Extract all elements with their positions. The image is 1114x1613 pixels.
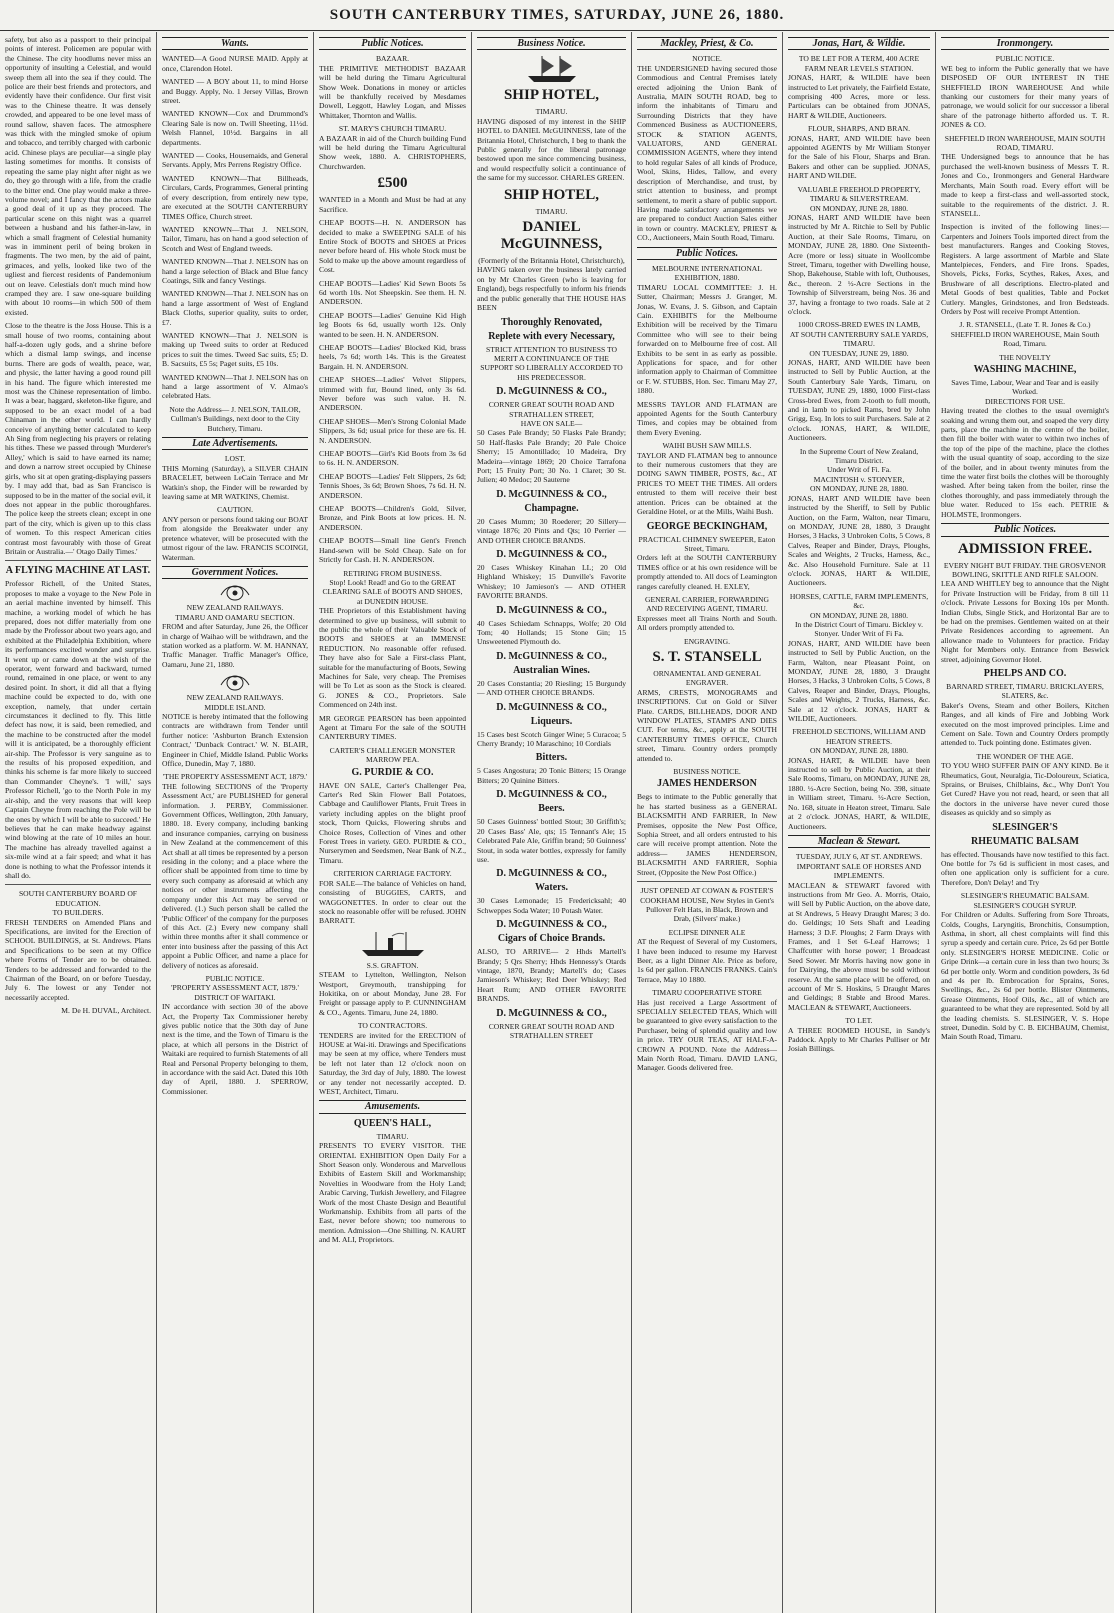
taylor-text: MESSRS TAYLOR AND FLATMAN are appointed Agents for the South Canterbury Times, and copies may be obtained from them Every Evening. (637, 399, 777, 437)
spirits-list: 50 Cases Pale Brandy; 50 Flasks Pale Brandy; 50 Half-flasks Pale Brandy; 20 Pale Choice Sherry; 15 Amontillado; 10 Madeira, Dry Madeira—vintage 1869; 20 Choice Tarrafona Port; 15 Fruity Port; 30 No. 1 Claret; 30 St. Julien; 40 Medoc; 20 Sauterne (477, 428, 626, 485)
wonder-title: THE WONDER OF THE AGE. (976, 751, 1074, 761)
case-date: ON MONDAY, JUNE 28, 1880. (809, 484, 909, 494)
waihi-title: WAIHI BUSH SAW MILLS. (662, 441, 752, 451)
coop-title: TIMARU COOPERATIVE STORE (652, 988, 762, 998)
sections-title: FREEHOLD SECTIONS, WILLIAM AND HEATON STREETS. (792, 727, 926, 746)
section-header-mackley: Mackley, Priest, & Co. (637, 37, 777, 50)
novelty-title: THE NOVELTY (999, 352, 1051, 362)
henderson-title: JAMES HENDERSON (657, 778, 757, 790)
contractors-title: TO CONTRACTORS. (357, 1021, 428, 1031)
caution-text: ANY person or persons found taking our BOAT from alongside the Breakwater under any pretence whatever, will be prosecuted with the utmost rigour of the law. FRANCIS SCOINGI, Waterman. (162, 514, 308, 562)
horses-court: In the District Court of Timaru. Bickley v. Stonyer. Under Writ of Fi Fa. (795, 619, 923, 639)
horses-text: JONAS, HART, AND WILDIE have been instructed to Sell by Public Auction, on the Farm, Walton, near Pleasant Point, on MONDAY, JUNE 28, 1880, 3 Draught Horses, 3 Hacks, 3 Unbroken Colts, 5 Cows, 8 Calves, Reaper and Binder, Drays, Ploughs, Scales and Weights, 2 Trucks, Harness, &c. Sale at 12 o'clock. JONAS, HART & WILDIE, Auctioneers. (788, 638, 930, 724)
sheffield-title: SHEFFIELD IRON WAREHOUSE, MAIN SOUTH ROAD, TIMARU. (944, 133, 1106, 153)
ewes-place: AT SOUTH CANTERBURY SALE YARDS, TIMARU. (789, 329, 929, 349)
iron-text: WE beg to inform the Public generally that we have DISPOSED OF OUR INTEREST IN THE SHEFFIELD IRON WAREHOUSE And while thanking our customers for their many years of patronage, we would solicit for our successor a liberal share of the patronage hitherto afforded us. T. R. JONES & CO. (941, 63, 1109, 130)
tax-text: THE following SECTIONS of the 'Property Assessment Act,' are PUBLISHED for general information. J. PERBY, Commissioner. Government Offices, Wellington, 20th January, 1880. 18. Every company, including banking and insurance companies, carrying on business in New Zealand at the commencement of this Act shall at all times be represented by a person residing in the colony; and a place where the officer shall be appointed from time to time by every such company as aforesaid at which any notices or other instruments affecting the company under this Act may be served or delivered. (1.) Such person shall be called the 'Public Officer' of the company for the purposes of this Act. (2.) Every new company shall within three months after it shall commence or enter into business after the passing of this Act appoint a Public Officer, and name a place for delivery of notices as aforesaid. (162, 781, 308, 970)
ship-hotel-town: TIMARU. (535, 206, 568, 216)
horses-title: HORSES, CATTLE, FARM IMPLEMENTS, &c. (789, 591, 929, 611)
ewes-date: ON TUESDAY, JUNE 29, 1880. (809, 348, 909, 358)
section-header-government: Government Notices. (162, 566, 308, 579)
proprietor-text: HAVING taken over the business lately carried on by Mr Charles Green (who is leaving for England), begs respectfully to inform his friends and the public generally that THE HOUSE HAS BEEN (477, 265, 626, 313)
column-6 (783, 32, 936, 1613)
divider (5, 884, 151, 885)
want-ad: WANTED KNOWN—That J. NELSON is making up Tweed suits to order at Reduced prices to suit the times. Tweed Sac suits, £5; D. B. Sacsuits, £5 5s; Paget suits, £5 10s. (162, 330, 308, 369)
carter-title: CARTER'S CHALLENGER MONSTER MARROW PEA. (329, 745, 456, 765)
ship-text: STEAM to Lyttelton, Wellington, Nelson Westport, Greymouth, transhipping for Hokitika, on or about Monday, June 28. For Freight or passage apply to P. CUNNINGHAM & CO., Agents. Timaru, June 24, 1880. (319, 970, 466, 1017)
cigars-title: Cigars of Choice Brands. (497, 933, 606, 945)
attention-text: STRICT ATTENTION TO BUSINESS TO MERIT A CONTINUANCE OF THE SUPPORT SO LIBERALLY ACCORDED TO HIS PREDECESSOR. (480, 344, 623, 382)
sweep-text: Orders left at the SOUTH CANTERBURY TIMES office or at his own residence will be promptly attended to. All docs of Leamington ranges carefully cleaned. H. EXLEY, (637, 553, 777, 591)
flour-text: JONAS, HART, AND WILDIE have been appointed AGENTS by Mr William Stonyer for the Sale of his Flour, Sharps and Bran. Bakers and other can be supplied. JONAS, HART AND WILDIE. (788, 133, 930, 181)
steamship-icon (358, 930, 428, 958)
masthead: SOUTH CANTERBURY TIMES, SATURDAY, JUNE 26, 1880. (0, 0, 1114, 31)
boots-ad: CHEAP BOOTS—H. N. ANDERSON has decided to make a SWEEPING SALE of his Entire Stock of BOOTS and SHOES at Prices never before heard of. His whole Stock must be Sold to make up the above amount regardless of Cost. (319, 218, 466, 275)
bazaar-text: THE PRIMITIVE METHODIST BAZAAR will be held during the Timaru Agricultural Show Week. Donations in money or articles will be thankfully received by Mesdames Dowell, Leggott, Hawley Logan, and Misses Whittaker, Thornton and Wallis. (319, 63, 466, 120)
mcguinness-title: D. McGUINNESS & CO., (496, 604, 607, 616)
board-title: SOUTH CANTERBURY BOARD OF EDUCATION. (18, 889, 138, 908)
boots-ad: CHEAP SHOES—Ladies' Velvet Slippers, trimmed with fur, Bound lined, only 3s 6d. Never before was such value. H. N. ANDERSON. (319, 375, 466, 413)
bitters-list: 5 Cases Angostura; 20 Tonic Bitters; 15 Orange Bitters; 20 Quinine Bitters. (477, 766, 626, 785)
washing-title: WASHING MACHINE, (973, 364, 1077, 375)
notice-title: NOTICE. (692, 54, 722, 64)
horses-date: ON MONDAY, JUNE 28, 1880. (809, 610, 909, 620)
melbourne-text: TIMARU LOCAL COMMITTEE: J. H. Sutter, Chairman; Messrs J. Granger, M. Jonas, W. Evans, J. S. Gibson, and Captain Cain. EXHIBITS for the Melbourne Exhibition will be received by the Timaru Committee who will see to their being forwarded on to Melbourne free of cost. All Exhibits to be sent in as early as possible. Applications for space, and for other information apply to Chairman of Committee or F. W. STUBBS, Hon. Sec. Timaru May 27, 1880. (637, 282, 777, 396)
retiring-sub: Stop! Look! Read! and Go to the GREAT CLEARING SALE of BOOTS AND SHOES, at DUNEDIN HOUSE. (322, 577, 463, 606)
builders-title: TO BUILDERS. (52, 908, 104, 918)
slesinger-title: SLESINGER'S (992, 821, 1058, 833)
maclean-date: TUESDAY, JULY 6, AT ST. ANDREWS. (795, 852, 923, 862)
phelps-sub: BARNARD STREET, TIMARU. BRICKLAYERS, SLATERS, &c. (946, 681, 1104, 701)
section-header-amusements: Amusements. (319, 1100, 466, 1113)
column-4 (472, 32, 632, 1613)
retiring-title: RETIRING FROM BUSINESS. (343, 568, 442, 578)
freehold-date: ON MONDAY, JUNE 28, 1880. (809, 203, 909, 213)
stansell-sign: J. R. STANSELL, (Late T. R. Jones & Co.) SHEFFIELD IRON WAREHOUSE, Main South Road, Timaru. (950, 320, 1100, 349)
slesinger-text: has effected. Thousands have now testified to this fact. One bottle for 7s 6d is sufficient in most cases, and often one application only is sufficient for a cure. Therefore, Don't Delay! and Try (941, 849, 1109, 887)
wines-title: Australian Wines. (513, 664, 590, 676)
want-ad: WANTED — A BOY about 11, to mind Horse and Buggy. Apply, No. 1 Jersey Villas, Brown street. (162, 77, 308, 106)
boots-ad: CHEAP BOOTS—Ladies' Felt Slippers, 2s 6d; Tennis Shoes, 3s 6d; Brown Shoes, 7s 6d. H. N. ANDERSON. (319, 471, 466, 500)
divider (5, 560, 151, 561)
want-ad: WANTED KNOWN—That Billheads, Circulars, Cards, Programmes, General printing of every description, from entirely new type, are executed at the SOUTH CANTERBURY TIMES Office, Church street. (162, 173, 308, 221)
section-header-public: Public Notices. (941, 523, 1109, 536)
column-7 (936, 32, 1114, 1613)
mcguinness-title: D. McGUINNESS & CO., (496, 919, 607, 931)
replete-line: Replete with every Necessary, (488, 330, 615, 342)
article-chinese-quarter: safety, but also as a passport to their principal points of interest. Policemen are popular with the Chinese. The city hoodlums never miss an opportunity of insulting a Celestial, and would sweep them all into the sea if they could. The police are their best friends and protectors, and evidently have their confidence. Our first visit was to the Chinese theatre. It was densely crowded, and appeared to be one level mass of round sallow, shaven faces. The atmosphere was thick with the mingled smoke of opium and tobacco, and terribly charged with carbonic acid. Chinese plays are peculiar—a single play lasting sometimes for months. It consists of repeating the same play night after night as we do, they go through with a life, from the cradle to the bitter end. One play would make a three-volume novel; and I fancy that the actors make a good deal of it up as they proceed. The particular scene on this night was a quarrel between a husband and his father-in-law, in which a small fragment of Celestial humanity was in imminent peril of being broken in fragments. The two men, by the aid of paint, grimaces, and yells, looked like two of the ugliest and fiercest residents of Pandemonium out on leave. Celestials don't much mind how cramped they are. I saw one-square building with about 10 rooms—in which 500 of them existed. (5, 35, 151, 317)
sections-text: JONAS, HART, & WILDIE have been instructed to sell by Public Auction, at their Sale Rooms, Timaru, on MONDAY, JUNE 28, 1880. ½-Acre Section, being No. 398, situate in William street, Timaru. ½-Acre Section, No. 168, situate in Heaton street, Timaru. Sale at 2 o'clock. JONAS, HART, & WILDIE, Auctioneers. (788, 755, 930, 831)
notice-text: IN accordance with section 30 of the above Act, the Property Tax Commissioner hereby gives public notice that the 30th day of June next is the time, and the Town of Timaru is the place, at which all persons in the District of Waitaki are required to furnish Statements of all Real and Personal Property belonging to them, in accordance with the said Act. Dated this 10th day of April, 1880. J. SPERROW, Commissioner. (162, 1002, 308, 1096)
directions-text: Having treated the clothes to the usual overnight's soaking and wrung them out, and soaped the very dirty parts, place the machine in the centre of the boiler, then fill the boiler with water to within two inches of the top of the pipe of the machine, place the clothes with the usual quantity of soap, according to the size of the boiler, and in about twenty minutes from the time the water first boils the clothes will be thoroughly washed. After being taken from the boiler, rinse the clothes thoroughly, and pass immediately through the blue water. Reduced to 15s each. PETRIE & HOLMSTE, Ironmongers. (941, 406, 1109, 519)
headline-flying-machine: A FLYING MACHINE AT LAST. (5, 565, 151, 577)
ship-title: S.S. GRAFTON. (366, 960, 419, 970)
section-header-ironmongery: Ironmongery. (941, 37, 1109, 50)
ship-hotel-title: SHIP HOTEL, (503, 186, 600, 203)
column-1 (0, 32, 157, 1613)
waters-list: 30 Cases Lemonade; 15 Fredericksahl; 40 Schweppes Soda Water; 10 Potash Water. (477, 896, 626, 915)
waihi-text: TAYLOR AND FLATMAN beg to announce to their numerous customers that they are DOING SAWN TIMBER, POSTS, &c., AT PRICES TO MEET THE TIMES. All orders entrusted to them will receive their best attention. Prices can be obtained at the Geraldine Hotel, or at the Mills, Waihi Bush. (637, 450, 777, 517)
boots-ad: CHEAP BOOTS—Children's Gold, Silver, Bronze, and Pink Boots at low prices. H. N. ANDERSON. (319, 504, 466, 532)
column-5 (632, 32, 783, 1613)
ewes-text: JONAS, HART, AND WILDIE have been instructed to Sell by Public Auction, at the South Canterbury Sale Yards, Timaru, on TUESDAY, JUNE 29, 1880, 1000 First-class Cross-bred Ewes, from 2-tooth to full mouth, and in lamb to picked Rams, bred by John Grigg, Esq. In lots to suit Purchasers. Sale at 2 o'clock. JONAS, HART, & WILDIE, Auctioneers. (788, 358, 930, 443)
railways-text: NOTICE is hereby intimated that the following contracts are withdrawn from Tender until further notice: 'Ashburton Branch Extension Contract,' 'Dunback Contract.' W. N. BLAIR, Engineer in Chief, Middle Island. Public Works Office, Dunedin, May 7, 1880. (162, 711, 308, 768)
cough-text: For Children or Adults. Suffering from Sore Throats, Colds, Coughs, Laryngitis, Bronchitis, Consumption, Asthma, in short, all chest complaints will find this syrup a speedy and certain cure. Price, 2s 6d per Bottle only. SLESINGER'S HORSE MEDICINE. Colic or Gripe Drink—a certain cure in less than two hours; 3s 6d per bottle only. Worm and condition powders, 3s 6d and 4s per lb. Embrocation for Sprains, Sores, Swellings, &c., 2s 6d per bottle. Blister Ointments, Grease Ointments, Hoof Oils, &c., all of which are guaranteed to be what they are represented. Sold by all the leading chemists. S. SLESINGER, V. S. Hope street, Dunedin. Sold by C. B. EICHBAUM, Chemist, Main South Road, Timaru. (941, 910, 1109, 1042)
crest-icon (217, 583, 253, 601)
pound-text: WANTED in a Month and Must be had at any Sacrifice. (319, 195, 466, 214)
admission-text: LEA AND WHITLEY beg to announce that the Night for Private Instruction will be Friday, from 8 till 11 o'clock. Private Lessons for Boxing 10s per Month. Indian Clubs, Single Stick, and Horizontal Bar are to be had on the premises. Gentlemen waited on at their Private Residences according to agreement. An allowance made to Volunteers for practice. Friday Night for Members only. Entrance from Beswick street, adjoining Governor Hotel. (941, 579, 1109, 664)
mcguinness-title: D. McGUINNESS & CO., (496, 650, 607, 662)
bitters-title: Bitters. (535, 752, 568, 764)
wines-list: 20 Cases Constantia; 20 Riesling; 15 Burgundy — AND OTHER CHOICE BRANDS. (477, 678, 626, 698)
railways-title: NEW ZEALAND RAILWAYS. (186, 693, 284, 703)
waters-title: Waters. (534, 882, 569, 894)
mcguinness-title: D. McGUINNESS & CO., (496, 386, 607, 398)
notice-district: DISTRICT OF WAITAKI. (194, 992, 276, 1002)
phelps-text: Baker's Ovens, Steam and other Boilers, Kitchen Ranges, and all kinds of Fire and Jobbing Work executed on the most improved principles. Lime and Cement on Sale. Town and Country Orders promptly attended to. Tuck pointing done. Estimates given. (941, 700, 1109, 748)
want-ad: WANTED KNOWN—Cox and Drummond's Clearing Sale is now on. Twill Sheeting, 11½d. Welsh Flannel, 10½d. Bargains in all departments. (162, 109, 308, 147)
want-ad: WANTED KNOWN—That J. NELSON has on hand a large assortment of West of England Black Cloths, superior quality, suits to order, £7. (162, 289, 308, 327)
washing-sub: Saves Time, Labour, Wear and Tear and is easily Worked. (951, 378, 1099, 397)
criterion-text: FOR SALE—The balance of Vehicles on hand, consisting of BUGGIES, CARTS, and WAGGONETTES. In order to clear out the stock no reasonable offer will be refused. JOHN BARRATT. (319, 878, 466, 926)
freehold-text: JONAS, HART AND WILDIE have been instructed by Mr A. Ritchie to Sell by Public Auction, at their Sale Rooms, Timaru, on MONDAY, JUNE 28, 1880. One Sixteenth-Acre (more or less) situate in Woollcombe Street, Timaru, together with Dwelling house, Shop, Bakehouse, Stable with loft, Outhouses, &c., thereon. 2 ½-Acre Sections in the Township of Silverstream, being Nos. 36 and 37, having a frontage to two roads. Sale at 2 o'clock. (788, 212, 930, 316)
mcguinness-address: CORNER GREAT SOUTH ROAD AND STRATHALLEN STREET (488, 1021, 615, 1040)
article-joss-house: Close to the theatre is the Joss House. This is a small house of two rooms, containing about half-a-dozen ugly gods, and a shrine before which a dismal lamp swings, and incense burns. There are gods of wealth, peace, war, and physic, the latter having a good round pill in his hand. The figure which interested me most was the Chinese representation of limbo. It was a bear, haggard, skeleton-like figure, and supposed to be an exact model of a bad Chinaman in the other world. I can hardly conceive of anything better calculated to keep Ah Sing from neglecting his prayers or relating his tithes. These we passed through 'Murderer's Alley,' which is said to have earned its name; and down a narrow street occupied by Chinese girls, who sit at open grating-displaying passers by. I may add that, bad as San Francisco is supposed to be in the matter of the social evil, it does not appear in the public thoroughfares. The police keep the streets clean; except in one part of the city, which is given up to this class of women. To this respect American cities contrast most favourably with those of Great Britain or Australia.—' Otago Daily Times.' (5, 321, 151, 556)
boots-ad: CHEAP BOOTS—Ladies' Kid Sewn Boots 5s 6d worth 10s. Not Sheepskin. See them. H. N. ANDERSON. (319, 278, 466, 307)
engraving-title: ENGRAVING. (683, 636, 731, 646)
boots-ad: CHEAP BOOTS—Ladies' Genuine Kid High leg Boots 6s 6d, usually worth 12s. Only wanted to be seen. H. N. ANDERSON. (319, 310, 466, 339)
carrier-text: Expresses meet all Trains North and South. All orders promptly attended to. (637, 613, 777, 633)
wonder-text: TO YOU WHO SUFFER PAIN OF ANY KIND. Be it Rheumatics, Gout, Neuralgia, Tic-Doloureux, Sciatica, Sprains, or Bruises, Chilblains, &c., Why Don't You Get Cured? Have you not read, heard, or seen that all the doctors in the universe have never cured those diseases as quickly and so simply as (941, 761, 1109, 818)
want-ad: WANTED KNOWN—That J. NELSON has on hand a large selection of Black and Blue fancy Coatings, Silk and fancy Vestings. (162, 257, 308, 285)
mackley-text: THE UNDERSIGNED having secured those Commodious and Central Premises lately erected adjoining the Union Bank of Australia, MAIN SOUTH ROAD, beg to inform the inhabitants of Timaru and Surrounding Districts that they have Commenced Business as AUCTIONEERS, STOCK & STATION AGENTS, VALUATORS, AND GENERAL COMMISSION AGENTS, where they intend to hold regular Sales of all kinds of Produce, Wool, Skins, Hides, Tallow, and every description of Merchandise, and trust, by strict attention to business, and prompt settlement, to merit a share of public support. Having made satisfactory arrangements we are prepared to conduct Auction Sales either in town or country. MACKLEY, PRIEST & CO., Auctioneers, Main South Road, Timaru. (637, 63, 777, 243)
lost-text: THIS Morning (Saturday), a SILVER CHAIN BRACELET, between LeCain Terrace and Mr Watkin's shop, the Finder will be rewarded by leaving same at MR WATKINS, Chemist. (162, 463, 308, 502)
criterion-title: CRITERION CARRIAGE FACTORY. (333, 869, 452, 879)
inspection-text: Inspection is invited of the following lines:—Carpenters and Joiners Tools imported direct from the best manufacturers. Ranges and Cooking Stoves, Registers. A large assortment of Marble and Slate Mantelpieces, Fenders, and Fire Irons. Spades, Shovels, Picks, Forks, Scythes, Rakes, Axes, and Brushware of all descriptions. Electro-plated and Metal Goods of best qualities, Table and Pocket Cutlery. Mangles, Grindstones, and Iron Bedsteads. Orders by Post will receive Prompt Attention. (941, 222, 1109, 316)
case-title: MACINTOSH v. STONYER, (813, 474, 905, 484)
want-ad: WANTED KNOWN—That J. NELSON, Tailor, Timaru, has on hand a good selection of Scotch and West of England tweeds. (162, 224, 308, 253)
section-header-maclean: Maclean & Stewart. (788, 835, 930, 848)
directions-title: DIRECTIONS FOR USE. (985, 396, 1065, 406)
court-title: In the Supreme Court of New Zealand, Timaru District. (799, 446, 919, 466)
ship-hotel-town: TIMARU. (535, 107, 568, 117)
champagne-title: Champagne. (524, 502, 579, 514)
cowan-text: JUST OPENED AT COWAN & FOSTER'S COOKHAM HOUSE, New Styles in Gent's Pullover Felt Hats, in Black, Brown and Drab, (Silvers' make.) (640, 886, 774, 924)
stansell-title: S. T. STANSELL (652, 648, 762, 665)
sailing-ship-icon (522, 54, 582, 84)
business-notice-title: BUSINESS NOTICE. (673, 767, 741, 777)
beckingham-title: GEORGE BECKINGHAM, (646, 520, 768, 532)
eclipse-title: ECLIPSE DINNER ALE (668, 927, 746, 937)
ewes-title: 1000 CROSS-BRED EWES IN LAMB, (797, 320, 921, 330)
want-ad: WANTED KNOWN—That J. NELSON has on hand a large assortment of V. Almao's celebrated Hats. (162, 372, 308, 401)
caution-title: CAUTION. (216, 505, 254, 515)
carrier-title: GENERAL CARRIER, FORWARDING AND RECEIVING AGENT, TIMARU. (645, 594, 769, 614)
mcguinness-title: D. McGUINNESS & CO., (496, 701, 607, 713)
purdie-text: HAVE ON SALE, Carter's Challenger Pea, Carter's Red Skin Flower Ball Potatoes, Cabbage and Cauliflower Plants, Fruit Trees in variety including apples on the blight proof stock, Thorn Quicks, Flowering shrubs and Choice Roses, Collection of Vines and other Forest Trees in variety. GEO. PURDIE & CO., Nurserymen and Seedsmen, Near Bank of N.Z., Timaru. (319, 780, 466, 865)
section-header-public: Public Notices. (319, 37, 466, 50)
coop-text: Has just received a Large Assortment of SPECIALLY SELECTED TEAS, Which will be guaranteed to give every satisfaction to the Purchaser, being of splendid quality and low in price. TRY OUR TEAS, AT HALF-A-CROWN A POUND. Note the Address— Main North Road, Timaru. DAVID LANG, Manager. Goods delivered free. (637, 997, 777, 1073)
mcguinness-address: CORNER GREAT SOUTH ROAD AND STRATHALLEN STREET, (488, 400, 615, 419)
boots-ad: CHEAP BOOTS—Ladies' Blocked Kid, brass heels, 7s 6d; worth 14s. This is the Greatest Bargain. H. N. ANDERSON. (319, 342, 466, 371)
bazaar-title: BAZAAR. (375, 54, 410, 64)
columns (0, 32, 1114, 1613)
architect-sign: M. De H. DUVAL, Architect. (61, 1006, 151, 1016)
beers-title: Beers. (538, 803, 565, 815)
retiring-text: THE Proprietors of this Establishment having determined to give up business, will submit to the public the whole of their Valuable Stock of BOOTS and SHOES at an IMMENSE REDUCTION. No reasonable offer refused. They have also for Sale a First-class Plant, suitable for the manufacturing of Boots, Sewing Machines for Sale, very cheap. The Premises will be To Let as soon as the Stock is cleared. G. JONES & CO., Proprietors. Sale Commenced on 24th inst. (319, 606, 466, 710)
section-header-late: Late Advertisements. (162, 437, 308, 450)
henderson-text: Begs to intimate to the Public generally that he has started business as a GENERAL BLACKSMITH AND FARRIER, In New Premises, opposite the New Post Office, Sophia Street, and all orders entrusted to his care will receive prompt attention. Note the address— JAMES HENDERSON, BLACKSMITH AND FARRIER, Sophia Street, (Opposite the New Post Office.) (637, 792, 777, 877)
freehold-title: VALUABLE FREEHOLD PROPERTY, TIMARU & SILVERSTREAM. (797, 184, 921, 204)
let-title: TO BE LET FOR A TERM, 400 ACRE FARM NEAR LEVELS STATION. (798, 54, 920, 73)
tolet-title: TO LET. (845, 1016, 873, 1026)
whisky-list: 20 Cases Whiskey Kinahan LL; 20 Old Highland Whiskey; 15 Dunville's Favorite Whiskey; 10 Jamieson's — AND OTHER FAVORITE BRANDS. (477, 563, 626, 601)
liqueurs-list: 15 Cases best Scotch Ginger Wine; 5 Curacoa; 5 Cherry Brandy; 10 Maraschino; 10 Cordials (477, 729, 626, 749)
maclean-title: IMPORTANT SALE OF HORSES AND IMPLEMENTS. (796, 861, 922, 881)
section-header-wants: Wants. (162, 37, 308, 50)
beers-list: 50 Cases Guinness' bottled Stout; 30 Griffith's; 20 Cases Bass' Ale, qts; 15 Tennant's Ale; 15 Celebrated Pale Ale, Griffin brand; 50 Guinness' Stout, in soda water bottles, expressly for family use. (477, 817, 626, 864)
boots-ad: CHEAP BOOTS—Girl's Kid Boots from 3s 6d to 6s. H. N. ANDERSON. (319, 449, 466, 468)
arrive-list: ALSO, TO ARRIVE— 2 Hhds Martell's Brandy; 5 Qrs Sherry; Hhds Hennessy's Otards vintage, 1870, Brandy; Martell's do; Cases Jamieson's Whiskey; Red Deer Whiskey; Red Heart Rum; AND OTHER FAVORITE BRANDS. (477, 947, 626, 1004)
cough-title: SLESINGER'S COUGH SYRUP. (973, 900, 1077, 910)
crest-icon (217, 673, 253, 691)
section-header-public: Public Notices. (637, 247, 777, 260)
want-ad: WANTED — Cooks, Housemaids, and General Servants. Apply, Mrs Perrens Registry Office. (162, 151, 308, 170)
maclean-text: MACLEAN & STEWART favored with instructions from Mr Geo. A. Morris, Otaio, will Sell by Public Auction, on the above date, at St Andrews, 5 Heavy Draught Mares; 3 do. do. Geldings; 10 Sets Shaft and Leading Harness; 3 D.F. Ploughs; 2 Farm Drays with Frames, and 1 Set 6-Leaf Harrows; 1 Chaffcutter with horse power; 1 Broadcast Seed Sower. Mr Morris having now gone in for Dairying, the above must be sold without reserve. At the same place will be offered, on account of Mr S. Hoskins, 5 Draught Mares and Geldings; 8 Stable and Brood Mares. MACLEAN & STEWART, Auctioneers. (788, 880, 930, 1012)
church-text: A BAZAAR in aid of the Church building Fund will be held during the Timaru Agricultural Show week, 1880. A. CHRISTOPHERS, Churchwarden. (319, 133, 466, 171)
pearson-text: MR GEORGE PEARSON has been appointed Agent at Timaru For the sale of the SOUTH CANTERBURY TIMES. (319, 713, 466, 742)
case-text: JONAS, HART AND WILDIE have been instructed by the Sheriff, to Sell by Public Auction, on the Farm, Walton, near Timaru, on MONDAY, JUNE 28, 1880, 3 Draught Horses, 3 Hacks, 3 Unbroken Colts, 5 Cows, 8 Calves, Reaper and Binder, Drays, Ploughs, Scales and Weights, 2 Trucks, Harness, &c., &c. Also Household Furniture. Sale at 11 o'clock. JONAS, HART & WILDIE, Auctioneers. (788, 493, 930, 588)
queens-title: QUEEN'S HALL, (353, 1117, 432, 1129)
tax-title: 'THE PROPERTY ASSESSMENT ACT, 1879.' (162, 772, 308, 782)
champagne-list: 20 Cases Mumm; 30 Roederer; 20 Sillery—vintage 1876; 20 Pints and Qts; 10 Perrier — AND OTHER CHOICE BRANDS. (477, 516, 626, 545)
queens-sub: TIMARU. (376, 1131, 409, 1141)
have-on-sale: HAVE ON SALE— (520, 418, 583, 428)
section-header-business: Business Notice. (477, 37, 626, 50)
boots-ad: CHEAP SHOES—Men's Strong Colonial Made Slippers, 3s 6d; usual price for these are 6s. H. N. ANDERSON. (319, 416, 466, 445)
railways-section: MIDDLE ISLAND. (204, 702, 266, 712)
railways-section: TIMARU AND OAMARU SECTION. (175, 612, 295, 622)
notice-subtitle: 'PROPERTY ASSESSMENT ACT, 1879.' (171, 983, 299, 993)
mcguinness-title: D. McGUINNESS & CO., (496, 549, 607, 560)
admission-sub: EVERY NIGHT BUT FRIDAY. THE GROSVENOR BOWLING, SKITTLE AND RIFLE SALOON. (943, 560, 1107, 579)
column-2 (157, 32, 314, 1613)
slesinger-repeat: SLESINGER'S RHEUMATIC BALSAM. (960, 891, 1090, 901)
phelps-title: PHELPS AND CO. (983, 667, 1067, 679)
mcguinness-title: D. McGUINNESS & CO., (496, 1007, 607, 1019)
engraving-text: ARMS, CRESTS, MONOGRAMS and INSCRIPTIONS. Cut on Gold or Silver Plate. CARDS, BILLHEADS, DOOR AND WINDOW PLATES, STAMPS AND DIES CUT. For terms, &c., apply at the SOUTH CANTERBURY TIMES OFFICE, Church street, Timaru. Country orders promptly attended to. (637, 687, 777, 763)
railways-title: NEW ZEALAND RAILWAYS. (186, 603, 284, 613)
ship-hotel-text: HAVING disposed of my interest in the SHIP HOTEL to DANIEL McGUINNESS, late of the Britannia Hotel, Christchurch, I beg to thank the Public generally for the liberal patronage bestowed upon me since commencing business, and would respectfully solicit a continuance of the same for my successor. CHARLES GREEN. (477, 116, 626, 183)
ship-hotel-title: SHIP HOTEL, (503, 87, 600, 104)
lost-title: LOST. (224, 454, 246, 464)
liqueurs-title: Liqueurs. (530, 715, 573, 727)
church-title: ST. MARY'S CHURCH TIMARU. (338, 124, 447, 134)
sweep-title: PRACTICAL CHIMNEY SWEEPER, Eaton Street, Timaru. (638, 534, 776, 553)
sections-date: ON MONDAY, JUNE 28, 1880. (809, 746, 909, 756)
nelson-address: Note the Address— J. NELSON, TAILOR, Cullman's Buildings, next door to the City Butchery, Timaru. (169, 404, 301, 433)
let-text: JONAS, HART, & WILDIE have been instructed to Let privately, the Fairfield Estate, comprising 400 Acres, more or less. Particulars can be obtained from JONAS, HART & WILDIE, Auctioneers. (788, 73, 930, 120)
mcguinness-title: D. McGUINNESS & CO., (496, 868, 607, 880)
engraver-title: ORNAMENTAL AND GENERAL ENGRAVER. (653, 668, 761, 688)
eclipse-text: AT the Request of Several of my Customers, I have been induced to resume my Harvest Beer, as a light Dinner Ale. Price as before, 1s 6d per gallon. FRANCIS FRANKS. Cain's Terrace, May 10 1880. (637, 937, 777, 984)
sheffield-text: THE Undersigned begs to announce that he has purchased the well-known business of Messrs T. R. Jones and Co., Ironmongers and General Hardware Merchants, Main South road. Every effort will be made to keep a first-class and well-assorted stock, suitable to the requirements of the district. J. R. STANSELL. (941, 152, 1109, 218)
proprietor-formerly: (Formerly of the Britannia Hotel, Christchurch), (478, 256, 625, 266)
notice-title: PUBLIC NOTICE. (205, 973, 265, 983)
pound-headline: £500 (377, 175, 408, 192)
article-flying-machine: Professor Richell, of the United States, proposes to make a voyage to the New Pole in an aerial machine invented by himself. This machine, a working model of which he has prepared, does not differ materially from one made by the Professor about two years ago, and exhibited at the Philadelphia Exhibition, where its performances excited wonder and surprise. It went up or came down at the wish of the operator, went forward and backward, turned round, remained in one place, or went to any desired point. In short, it did all that a flying machine could be expected to do, with one exception, namely, that under certain circumstances it declined to fly. This little defect has now, it is said, been remedied, and the machine to be constructed after the model will it is anticipated, be a thoroughly efficient air-ship. The Professor is very sanguine as to the results of his proposed expedition, and thinks his scheme is far more likely to succeed than Commander Cheyne's. 'I will,' says Professor Richell, 'go to the North Pole in my air-ship, and the very reasons that will keep Captain Cheyne from reaching the Pole will be the ones by which I will be able to succeed.' He believes that he can make headway against wind blowing at the rate of 10 miles an hour. The machine has already travelled against a six-mile wind at a fair speed; and what it has done is nothing to what the Professor intends it shall do. (5, 579, 151, 880)
writ-title: Under Writ of Fi. Fa. (826, 465, 892, 475)
proprietor-name: DANIEL McGUINNESS, (500, 219, 603, 253)
contractors-text: TENDERS are invited for the ERECTION of HOUSE at Wai-iti. Drawings and Specifications may be seen at my office, where Tenders must be left not later than 12 o'clock noon on Saturday, the 3rd day of July, 1880. The lowest or any tender not necessarily accepted. D. WEST, Architect, Timaru. (319, 1030, 466, 1096)
section-header-jonas: Jonas, Hart, & Wildie. (788, 37, 930, 50)
mcguinness-title: D. McGUINNESS & CO., (496, 789, 607, 801)
renovated-line: Thoroughly Renovated, (501, 316, 602, 328)
divider (637, 881, 777, 882)
balsam-title: RHEUMATIC BALSAM (971, 835, 1079, 847)
schnapps-list: 40 Cases Schiedam Schnapps, Wolfe; 20 Old Tom; 40 Hollands; 15 Stone Gin; 15 Unsweetened Plymouth do. (477, 618, 626, 647)
tenders-text: FRESH TENDERS on Amended Plans and Specifications, are invited for the Erection of SCHOOL BUILDINGS, at St. Andrews. Plans and Specifications to be seen at my Office where Forms of Tender are to be obtained. Tenders to be addressed and forwarded to the Chairman of the Board, on or before Tuesday, July 6. The lowest or any Tender not necessarily accepted. (5, 917, 151, 1002)
boots-ad: CHEAP BOOTS—Small line Gent's French Hand-sewn will be Sold Cheap. Sale on for Strictly for Cash. H. N. ANDERSON. (319, 536, 466, 565)
mcguinness-title: D. McGUINNESS & CO., (496, 488, 607, 500)
melbourne-title: MELBOURNE INTERNATIONAL EXHIBITION, 1880. (652, 263, 762, 283)
purdie-title: G. PURDIE & CO. (351, 766, 434, 778)
tolet-text: A THREE ROOMED HOUSE, in Sandy's Paddock. Apply to Mr Charles Pulliser or Mr Josiah Billings. (788, 1025, 930, 1054)
want-ad: WANTED—A Good NURSE MAID. Apply at once, Clarendon Hotel. (162, 54, 308, 73)
railways-text: FROM and after Saturday, June 26, the Officer in charge of Waihao will be withdrawn, and the station worked as a platform. W. M. HANNAY, Traffic Manager. Traffic Manager's Office, Oamaru, June 21, 1880. (162, 622, 308, 669)
admission-title: ADMISSION FREE. (957, 540, 1093, 557)
flour-title: FLOUR, SHARPS, AND BRAN. (807, 124, 911, 134)
queens-text: PRESENTS TO EVERY VISITOR. THE ORIENTAL EXHIBITION Open Daily For a Short Season only. Wonderous and Marvellous Exhibits of Eastern Skill and Workmanship; Novelties in Woodware from the Holy Land; Arabic Carving, Turkish Jewellery, and Filagree Work of the most Chaste Design and Beautiful Workmanship. Exhibits from all parts of the East, never before shown; too numerous to mention. Admission—One Shilling. N. KAURT and M. ALI, Proprietors. (319, 1141, 466, 1245)
column-3 (314, 32, 472, 1613)
notice-title: PUBLIC NOTICE. (995, 54, 1055, 64)
